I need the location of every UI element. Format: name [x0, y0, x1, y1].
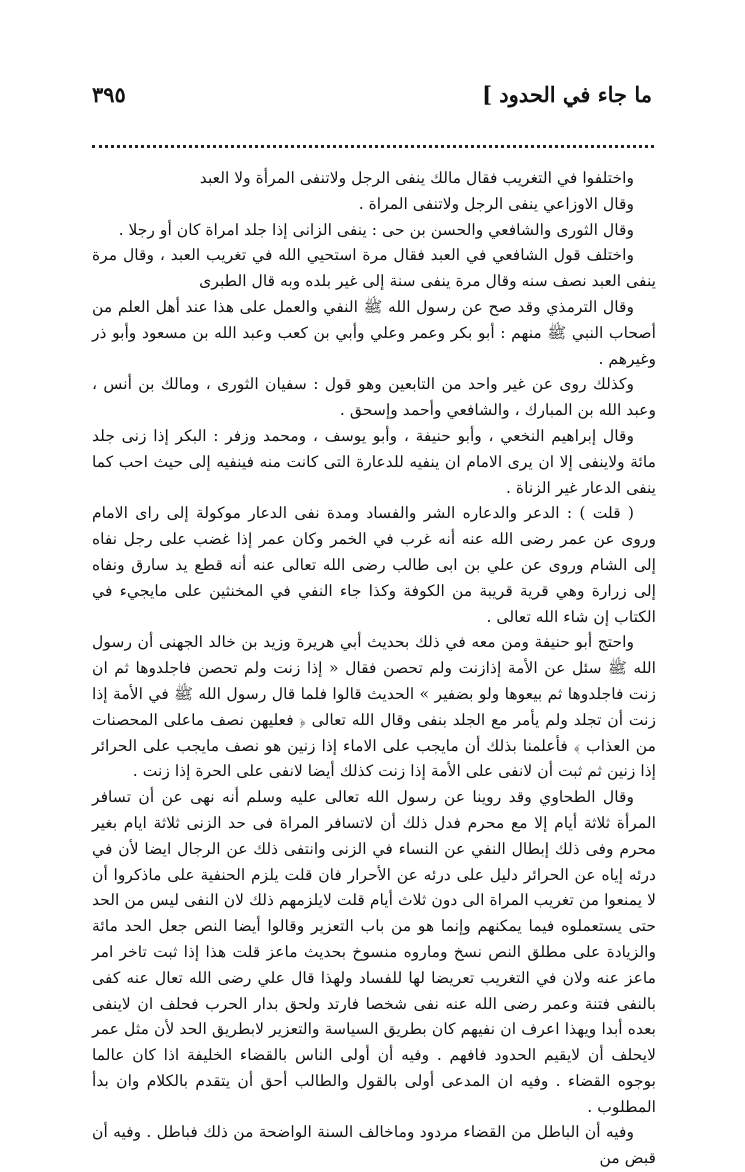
paragraph: واختلف قول الشافعي في العبد فقال مرة استحيي الله في تغريب العبد ، وقال مرة ينفى العبد نصف سنه وقال مرة ينفى سنة إلى غير بلده وبه قال الطبرى [92, 246, 656, 291]
paragraph: وقال الطحاوي وقد روينا عن رسول الله تعالى عليه وسلم أنه نهى عن أن تسافر المرأة ثلاثة أيام إلا مع محرم فدل ذلك أن لاتسافر المراة فى حد الزنى ثلاثة ايام بغير محرم وفى ذلك إبطال النفي عن النساء في الزنى وانتفى ذلك عن الرجال ايضا لأن في درئه إياه عن الحرائر دليل على درئه عن الأحرار فان قلت يلزم الحنفية على ماذكروا أن لا يمنعوا من تغريب المراة الى دون ثلاث أيام قلت لايلزمهم ذلك لان النفى ليس من الحد حتى يستعملوه فيما يمكنهم وإنما هو من باب التعزير وقالوا أيضا النص جعل الحد مائة والزيادة على مطلق النص نسخ وماروه منسوخ بحديث ماعز قلت هذا إذا ثبت تاخر امر ماعز عنه ولان في التغريب تعريضا لها للفساد ولهذا قال علي رضى الله تعال عنه كفى بالنفى فتنة وعمر رضى الله عنه نفى شخصا فارتد ولحق بدار الحرب فحلف ان لاينفى بعده أبدا ويهذا اعرف ان نفيهم كان بطريق السياسة والتعزير لابطريق الحد لأن مثل عمر لايحلف أن لايقيم الحدود فافهم . وفيه أن أولى الناس بالقضاء الخليفة اذا كان عالما بوجوه القضاء . وفيه ان المدعى أولى بالقول والطالب أحق أن يتقدم بالكلام وان بدأ المطلوب . [92, 788, 656, 1116]
paragraph: ( قلت ) : الدعر والدعاره الشر والفساد ومدة نفى الدعار موكولة إلى راى الامام وروى عن عمر رضى الله عنه أنه غرب في الخمر وكان عمر إذا غضب على رجل نفاه إلى الشام وروى عن علي بن ابى طالب رضى الله تعالى عنه أنه قطع يد سارق ونفاه إلى زرارة وهي قرية قريبة من الكوفة وكذا جاء النفي في المخنثين على مايجيء في الكتاب إن شاء الله تعالى . [92, 504, 656, 626]
paragraph: واختلفوا في التغريب فقال مالك ينفى الرجل ولاتنفى المرأة ولا العبد [199, 169, 634, 187]
paragraph: وفيه أن الباطل من القضاء مردود وماخالف السنة الواضحة من ذلك فباطل . وفيه أن قبض من [92, 1123, 656, 1168]
page-number: ٣٩٥ [92, 82, 126, 107]
paragraph: وكذلك روى عن غير واحد من التابعين وهو قول : سفيان الثورى ، ومالك بن أنس ، وعبد الله بن المبارك ، والشافعي وأحمد وإسحق . [92, 375, 656, 420]
chapter-title: ما جاء في الحدود ] [482, 82, 652, 107]
body-text [92, 166, 656, 1172]
dotted-divider [92, 145, 654, 148]
paragraph: واحتج أبو حنيفة ومن معه في ذلك بحديث أبي هريرة وزيد بن خالد الجهنى أن رسول الله ﷺ سئل عن الأمة إذازنت ولم تحصن فقال « إذا زنت ولم تحصن فاجلدوها ثم ان زنت فاجلدوها ثم بيعوها ولو بضفير » الحديث قالوا فلما قال رسول الله ﷺ في الأمة إذا زنت أن تجلد ولم يأمر مع الجلد بنفى وقال الله تعالى ﴿ فعليهن نصف ماعلى المحصنات من العذاب ﴾ فأعلمنا بذلك أن مايجب على الاماء إذا زنين هو نصف مايجب على الحرائر إذا زنين ثم ثبت أن لانفى على الأمة إذا زنت كذلك أيضا لانفى على الحرة إذا زنت . [92, 633, 656, 781]
running-header [92, 82, 652, 114]
paragraph: وقال الاوزاعي ينفى الرجل ولاتنفى المراة . [358, 194, 634, 213]
paragraph: وقال الثورى والشافعي والحسن بن حى : ينفى الزانى إذا جلد امراة كان أو رجلا . [118, 220, 634, 239]
paragraph: وقال الترمذي وقد صح عن رسول الله ﷺ النفي والعمل على هذا عند أهل العلم من أصحاب النبي ﷺ منهم : أبو بكر وعمر وعلي وأبي بن كعب وعبد الله بن مسعود وأبو ذر وغيرهم . [92, 297, 656, 368]
paragraph: وقال إبراهيم النخعي ، وأبو حنيفة ، وأبو يوسف ، ومحمد وزفر : البكر إذا زنى جلد مائة ولاينفى إلا ان يرى الامام ان ينفيه للدعارة التى كانت منه فينفيه إلى حيث احب كما ينفى الدعار غير الزناة . [92, 426, 656, 497]
